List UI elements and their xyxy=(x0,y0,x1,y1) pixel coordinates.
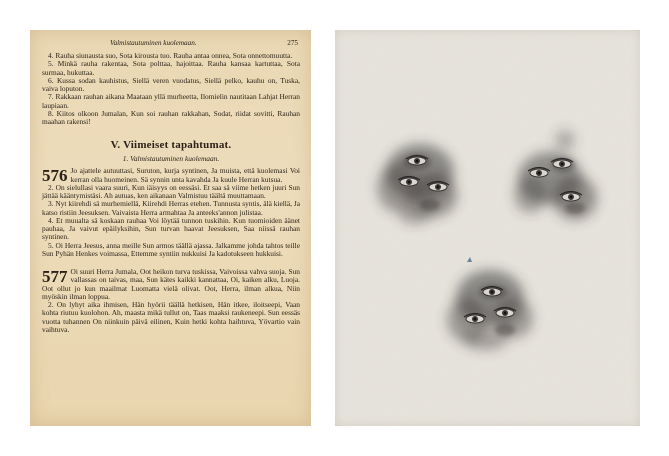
eye xyxy=(464,314,486,324)
eye xyxy=(528,168,550,178)
eye xyxy=(481,287,503,297)
hymn-576 xyxy=(42,167,300,258)
page-number: 275 xyxy=(287,39,298,47)
verse: 5. Minkä rauha rakentaa, Sota polttaa, hajoittaa. Rauha kansaa kartuttaa, Sota surmaa, hukuttaa. xyxy=(42,59,300,77)
running-head xyxy=(42,39,300,47)
verse: 4. Et muualta sä koskaan rauhaa Voi löytää tunnon tuskihin. Kun tuomioiden äänet pauhaa, Ja vaivut epäilyksihin, Sun turvan haavat Jeesuksen, Saa niissä rauhan syntinen. xyxy=(42,215,300,242)
eye xyxy=(427,182,449,192)
eye-smudge-artwork xyxy=(335,30,640,426)
hymn-first-verse-text: Jo ajattele autuuttasi, Suruton, kurja syntinen, Ja muista, että kuolemasi Voi kerran olla huomeinen. Sä synnin unta kavahda Ja kuule Herran kutsua. xyxy=(70,166,300,184)
eye xyxy=(560,192,582,202)
section-heading: V. Viimeiset tapahtumat. xyxy=(110,139,232,152)
section-subheading: 1. Valmistautuminen kuolemaan. xyxy=(122,154,220,164)
hymnal-page xyxy=(30,30,311,426)
hymn-first-verse xyxy=(42,167,300,184)
verse: 3. Nyt kiirehdi sä murhemiellä, Kiirehdi Herras etehen. Tunnusta syntis, älä kiellä, Ja katso ristiin Jeesuksen. Vaivaista Herra armahtaa Ja anteeks'annon julistaa. xyxy=(42,199,300,217)
hymn-577 xyxy=(42,268,300,334)
hymn-number: 576 xyxy=(42,166,68,186)
verse: 4. Rauha siunausta suo, Sota kirousta tuo. Rauha antaa onnea, Sota onnettomuutta. xyxy=(48,51,293,60)
eye xyxy=(494,308,516,318)
artwork-drawing xyxy=(335,30,640,426)
verse: 7. Rakkaan rauhan aikana Maataan yllä murheetta, Ilomielin nautitaan Lahjat Herran laupiaan. xyxy=(42,92,300,110)
hymn-number: 577 xyxy=(42,267,68,286)
eye xyxy=(406,156,428,166)
verse: 6. Kussa sodan kauhistus, Siellä veren vuodatus, Siellä pelko, kauhu on, Tuska, vaiva loputon. xyxy=(42,75,300,93)
verse: 5. Oi Herra Jeesus, anna meille Sun armos täällä ajassa. Jalkamme johda tahtos teille Sun Pyhän Henkes voimassa, Ettemme syntiin nukkuisi Ja kadotukseen hukkuisi. xyxy=(42,240,300,258)
eye xyxy=(551,159,573,169)
hymn-first-verse xyxy=(42,268,300,301)
top-verses xyxy=(42,52,300,126)
verse: 2. On lyhyt aika ihmisen, Hän hyörii täällä hetkisen, Hän itkee, iloitseepi, Vaan kohta riutuu kuolohon. Ah, maasta mikä tullut on, Taas maaksi raukeneepi. Sun eessäs vuotta tuhannen On niinkuin päivä eilinen, Kuin hetki kohta haihtuva, Yövartio vain vaihtuva. xyxy=(42,300,300,334)
running-head-title: Valmistautuminen kuolemaan. xyxy=(110,39,197,47)
verse: 2. On sielullasi vaara suuri, Kun iäisyys on eessäsi. Et saa sä viime hetken juuri Sun jättää kääntymistäsi. Ah autuas, ken aikanaan Valmistuu täältä muuttamaan. xyxy=(42,182,300,200)
eye xyxy=(398,177,420,187)
hymn-first-verse-text: Oi suuri Herra Jumala, Oot heikon turva tuskissa, Vaivoissa vahva suoja. Sun vallassas on taivas, maa, Sun kätes kaikki kannattaa, Oi, kaiken alku, Luoja. Oot ollut jo kun maailmat Luomatta vielä olivat. Oot, Herra, ilman alkua, Niin myöskin ilman loppua. xyxy=(42,267,300,301)
verse: 8. Kiitos olkoon Jumalan, Kun soi rauhan rakkahan, Sodat, riidat sovitti, Rauhan maahan rakensi! xyxy=(42,108,300,126)
